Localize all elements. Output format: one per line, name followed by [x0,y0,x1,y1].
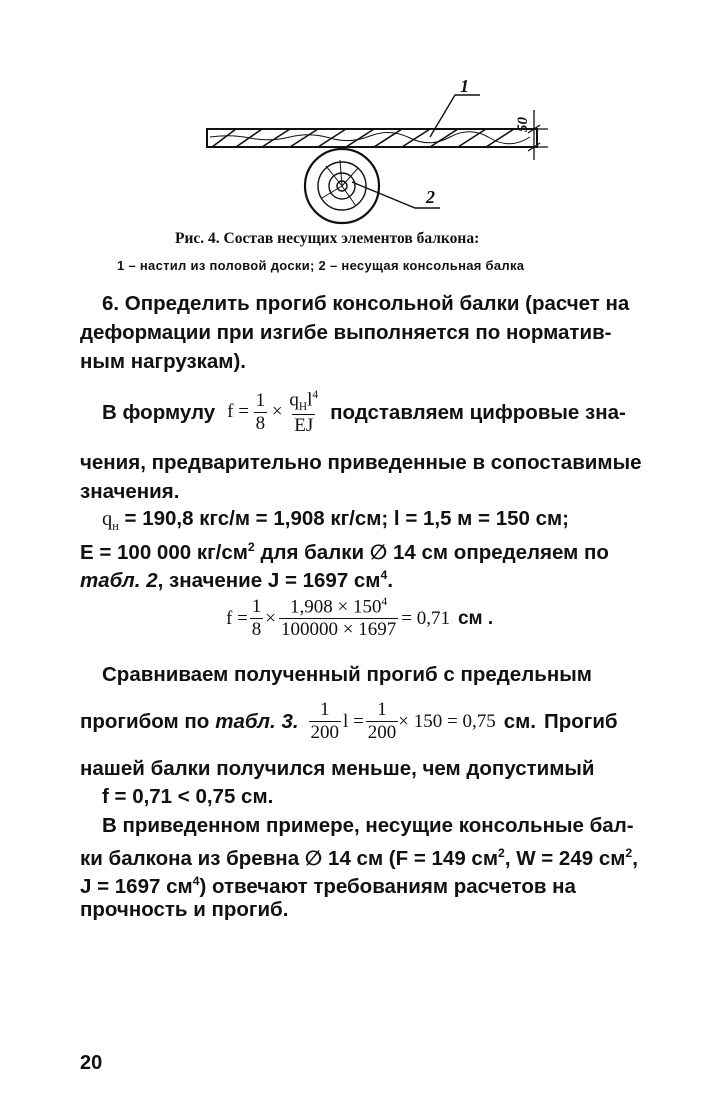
figure-label-2: 2 [426,187,435,207]
para1-line1: 6. Определить прогиб консольной балки (расчет на [102,292,630,315]
para3-line1: Сравниваем полученный прогиб с предельным [102,663,592,686]
log-cross-section [305,149,379,223]
formula: f = $\frac{1}{8}$ × $\frac{q_Нl^4}{EJ}$ [227,389,319,436]
para3-line3: нашей балки получился меньше, чем допустимый [80,757,595,780]
para2-line3: значения. [80,480,180,503]
formula-tail: подставляем цифровые зна- [330,401,626,425]
para4-line3: J = 1697 $см^4$) отвечают требованиям расчетов на [80,874,576,898]
para1-line2: деформации при изгибе выполняется по норматив- [80,321,612,344]
floor-plank [207,129,537,147]
para4-line2: ки балкона из бревна ∅ 14 см (F = 149 $см^2$, W = 249 $см^2$, [80,846,638,870]
values-line1: $q_н = 190,8$ кгс/м = 1,908 кг/см; l = 1,5 м = 150 см; [102,507,570,534]
fraction-one-eighth: $\frac{1}{8}$ [255,389,266,434]
para4-line1: В приведенном примере, несущие консольные бал- [102,814,634,837]
para3-line2: прогибом по табл. 3. $\frac{1}{200}$ l = $\frac{1}{200}$ × 150 = 0,75 см. Прогиб [80,699,618,743]
para1-line3: ным нагрузкам). [80,350,246,373]
page-number: 20 [80,1052,103,1074]
figure-caption-subtitle: 1 – настил из половой доски; 2 – несущая консольная балка [117,258,525,273]
figure-caption-title: Рис. 4. Состав несущих элементов балкона: [175,230,480,247]
formula-intro: В формулу [102,401,216,425]
balcony-figure [0,0,714,230]
para2-line2: чения, предварительно приведенные в сопоставимые [80,451,642,474]
dimension-label: 50 [515,117,531,132]
fraction-qh-l4-EJ: $\frac{q_Нl^4}{EJ}$ [289,389,319,436]
values-line2: E = 100 000 $кг/см^2$ для балки ∅ 14 см определяем по [80,540,609,564]
deflection-equation: f = $\frac{1}{8}$ × $\frac{1,908 \times 150^4}{100000 \times 1697}$ = 0,71 см . [226,595,494,641]
figure-label-1: 1 [460,76,469,96]
para4-line4: прочность и прогиб. [80,898,289,921]
para3-line4: f = 0,71 < 0,75 см. [102,785,274,808]
values-line3: табл. 2, значение J = 1697 $см^4$. [80,568,394,592]
formula-line [102,389,626,437]
